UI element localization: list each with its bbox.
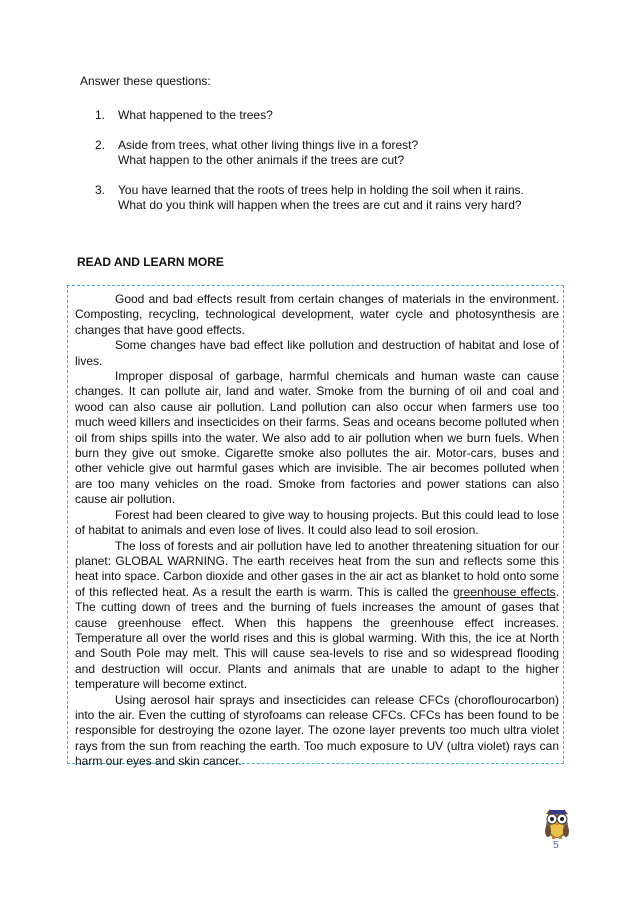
reading-passage [75, 292, 559, 770]
instructions-heading: Answer these questions: [80, 74, 211, 88]
list-item [95, 138, 524, 168]
paragraph [75, 539, 559, 693]
question-text: What do you think will happen when the trees are cut and it rains very hard? [118, 198, 522, 212]
underlined-term: greenhouse effects [452, 584, 556, 599]
paragraph: Improper disposal of garbage, harmful chemicals and human waste can cause changes. It can pollute air, land and water. Smoke from the burning of oil and coal and wood can also cause air pollution. Land pollution can also occur when farmers use too much weed killers and insecticides on their farms. Seas and oceans become polluted when oil from ships spills into the water. We also add to air pollution when we burn fuels. When burn they give out smoke. Cigarette smoke also pollutes the air. Motor-cars, buses and other vehicle give out harmful gases which are invisible. The air becomes polluted when are too many vehicles on the road. Smoke from factories and power stations can also cause air pollution. [75, 369, 559, 507]
question-text: You have learned that the roots of trees help in holding the soil when it rains. [118, 183, 524, 197]
question-number: 3. [95, 183, 106, 197]
question-number: 1. [95, 108, 106, 122]
paragraph: Forest had been cleared to give way to housing projects. But this could lead to lose of habitat to animals and even lose of lives. It could also lead to soil erosion. [75, 507, 559, 538]
paragraph-text: The loss of forests and air pollution have led to another threatening situation for our planet: GLOBAL WARNING. The earth receives heat from the sun and reflects some this heat into space. Carbon dioxide and other gases in the air act as blanket to hold onto some of this reflected heat. As a result the earth is warm. This is called the [75, 538, 559, 599]
section-title: READ AND LEARN MORE [77, 255, 224, 269]
question-number: 2. [95, 138, 106, 152]
question-text: What happened to the trees? [118, 108, 273, 122]
paragraph: Some changes have bad effect like pollution and destruction of habitat and lose of lives. [75, 338, 559, 368]
owl-mascot-icon [540, 806, 574, 840]
list-item [95, 108, 524, 123]
question-text: What happen to the other animals if the trees are cut? [118, 153, 405, 167]
paragraph: Using aerosol hair sprays and insecticides can release CFCs (choroflourocarbon) into the air. Even the cutting of styrofoams can release CFCs. CFCs has been found to be responsible for destroying the ozone layer. The ozone layer prevents too much ultra violet rays from the sun from reaching the earth. Too much exposure to UV (ultra violet) rays can harm our eyes and skin cancer. [75, 692, 559, 769]
question-list [95, 108, 524, 228]
paragraph: Good and bad effects result from certain changes of materials in the environment. Composting, recycling, technological development, water cycle and photosynthesis are changes that have good effects. [75, 292, 559, 337]
paragraph-text: . The cutting down of trees and the burning of fuels increases the amount of gases that cause greenhouse effect. When this happens the greenhouse effect increases. Temperature all over the world rises and this is global warming. With this, the ice at North and South Pole may melt. This will cause sea-levels to rise and so widespread flooding and destruction will occur. Plants and animals that are unable to adapt to the higher temperature will become extinct. [75, 584, 559, 692]
list-item [95, 183, 524, 213]
question-text: Aside from trees, what other living things live in a forest? [118, 138, 419, 152]
page-number: 5 [553, 840, 559, 851]
